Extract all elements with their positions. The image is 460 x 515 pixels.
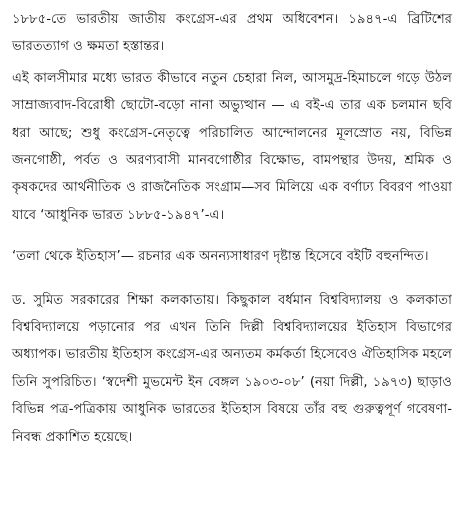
paragraph-author-bio: ড. সুমিত সরকারের শিক্ষা কলকাতায়। কিছুকাল বর্ধমান বিশ্ববিদ্যালয় ও কলকাতা বিশ্ববিদ্যালয়ে পড়ানোর পর এখন তিনি দিল্লী বিশ্ববিদ্যালয়ের ইতিহাস বিভাগের অধ্যাপক। ভারতীয় ইতিহাস কংগ্রেস-এর অন্যতম কর্মকর্তা হিসেবেও ঐতিহাসিক মহলে তিনি সুপরিচিত। ‘স্বদেশী মুভমেন্ট ইন বেঙ্গল ১৯০৩-০৮’ (নয়া দিল্লী, ১৯৭৩) ছাড়াও বিভিন্ন পত্র-পত্রিকায় আধুনিক ভারতের ইতিহাস বিষয়ে তাঁর বহু গুরুত্বপূর্ণ গবেষণা-নিবন্ধ প্রকাশিত হয়েছে।: [12, 292, 452, 445]
paragraph-book-summary: এই কালসীমার মধ্যে ভারত কীভাবে নতুন চেহারা নিল, আসমুদ্র-হিমাচলে গড়ে উঠল সাম্রাজ্যবাদ-বিরোধী ছোটো-বড়ো নানা অভ্যুত্থান — এ বই-এ তার এক চলমান ছবি ধরা আছে; শুধু কংগ্রেস-নেতৃত্বে পরিচালিত আন্দোলনের মূলস্রোত নয়, বিভিন্ন জনগোষ্ঠী, পর্বত ও অরণ্যবাসী মানবগোষ্ঠীর বিক্ষোভ, বামপন্থার উদয়, শ্রমিক ও কৃষকদের আর্থনীতিক ও রাজনৈতিক সংগ্রাম—সব মিলিয়ে এক বর্ণাঢ্য বিবরণ পাওয়া যাবে ‘আধুনিক ভারত ১৮৮৫-১৯৪৭’-এ।: [12, 70, 452, 223]
blurb-text-block: [12, 6, 452, 451]
paragraph-history-from-below: ‘তলা থেকে ইতিহাস’— রচনার এক অনন্যসাধারণ দৃষ্টান্ত হিসেবে বইটি বহুনন্দিত।: [12, 249, 429, 265]
paragraph-congress-dates: ১৮৮৫-তে ভারতীয় জাতীয় কংগ্রেস-এর প্রথম অধিবেশন। ১৯৪৭-এ ব্রিটিশের ভারতত্যাগ ও ক্ষমতা হস্তান্তর।: [12, 12, 452, 55]
